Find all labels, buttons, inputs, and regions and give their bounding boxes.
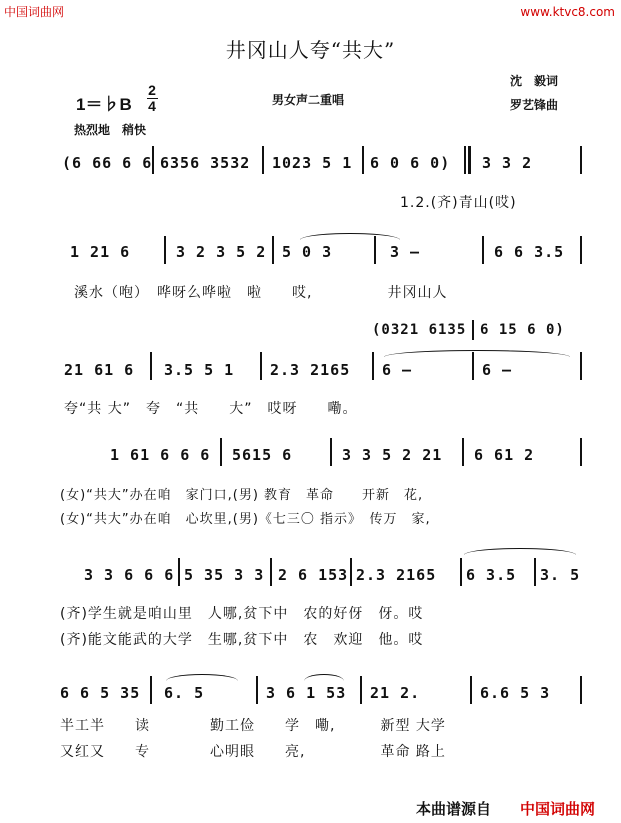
lyric-line: 1.2.(齐)青山(哎) bbox=[400, 195, 517, 211]
measure: 5 0 3 bbox=[282, 243, 333, 261]
measure: 6 0 6 0) bbox=[370, 154, 451, 172]
lyric-line: 夸“共 大” 夸 “共 大” 哎呀 嘞。 bbox=[64, 401, 358, 417]
lyric-line: 又红又 专 心明眼 亮, 革命 路上 bbox=[60, 744, 446, 760]
measure: 6356 3532 bbox=[160, 154, 251, 172]
measure: 6 61 2 bbox=[474, 446, 535, 464]
lyricist: 沈 毅词 bbox=[510, 74, 559, 88]
measure: 3 – bbox=[390, 243, 421, 261]
measure: 3. 5 bbox=[540, 566, 581, 584]
measure-upper: (0321 6135 bbox=[372, 322, 467, 338]
measure: (6 66 6 6 bbox=[62, 154, 153, 172]
voicing: 男女声二重唱 bbox=[272, 93, 345, 107]
tempo-marking: 热烈地 稍快 bbox=[74, 123, 147, 137]
lyric-line: 半工半 读 勤工俭 学 嘞, 新型 大学 bbox=[60, 718, 446, 734]
time-signature bbox=[145, 84, 159, 113]
source-site: 中国词曲网 bbox=[520, 800, 596, 818]
measure: 6. 5 bbox=[164, 684, 205, 702]
measure-upper: 6 15 6 0) bbox=[480, 322, 565, 338]
measure: 1023 5 1 bbox=[272, 154, 353, 172]
measure: 5615 6 bbox=[232, 446, 293, 464]
measure: 3 3 6 6 6 bbox=[84, 566, 175, 584]
measure: 6 – bbox=[382, 361, 413, 379]
measure: 1 61 6 6 6 bbox=[110, 446, 211, 464]
measure: 3 2 3 5 2 bbox=[176, 243, 267, 261]
measure: 6 6 3.5 bbox=[494, 243, 565, 261]
source-label: 本曲谱源自 bbox=[416, 800, 492, 818]
time-signature-top: 2 bbox=[148, 82, 156, 98]
time-signature-bottom: 4 bbox=[148, 98, 156, 114]
lyric-line: (女)“共大”办在咱 家门口,(男) 教育 革命 开新 花, bbox=[60, 488, 424, 503]
key-signature: 1＝♭B bbox=[76, 95, 132, 114]
lyric-line: (女)“共大”办在咱 心坎里,(男)《七三〇 指示》 传万 家, bbox=[60, 512, 431, 527]
song-title: 井冈山人夸“共大” bbox=[225, 38, 396, 62]
measure: 5 35 3 3 bbox=[184, 566, 265, 584]
measure: 6 3.5 bbox=[466, 566, 517, 584]
measure: 2 6 153 bbox=[278, 566, 349, 584]
measure: 2.3 2165 bbox=[356, 566, 437, 584]
measure: 6.6 5 3 bbox=[480, 684, 551, 702]
lyric-line: (齐)能文能武的大学 生哪,贫下中 农 欢迎 他。哎 bbox=[60, 632, 424, 648]
watermark-left: 中国词曲网 bbox=[4, 5, 65, 19]
measure: 2.3 2165 bbox=[270, 361, 351, 379]
watermark-right: www.ktvc8.com bbox=[520, 5, 615, 19]
measure: 6 6 5 35 bbox=[60, 684, 141, 702]
measure: 21 61 6 bbox=[64, 361, 135, 379]
measure: 3.5 5 1 bbox=[164, 361, 235, 379]
measure: 3 6 1 53 bbox=[266, 684, 347, 702]
measure: 3 3 2 bbox=[482, 154, 533, 172]
measure: 21 2. bbox=[370, 684, 421, 702]
measure: 6 – bbox=[482, 361, 513, 379]
lyric-line: 溪水（咆） 哗呀么哗啦 啦 哎, 井冈山人 bbox=[74, 285, 448, 301]
composer: 罗艺锋曲 bbox=[510, 98, 559, 112]
measure: 3 3 5 2 21 bbox=[342, 446, 443, 464]
measure: 1 21 6 bbox=[70, 243, 131, 261]
lyric-line: (齐)学生就是咱山里 人哪,贫下中 农的好伢 伢。哎 bbox=[60, 606, 424, 622]
